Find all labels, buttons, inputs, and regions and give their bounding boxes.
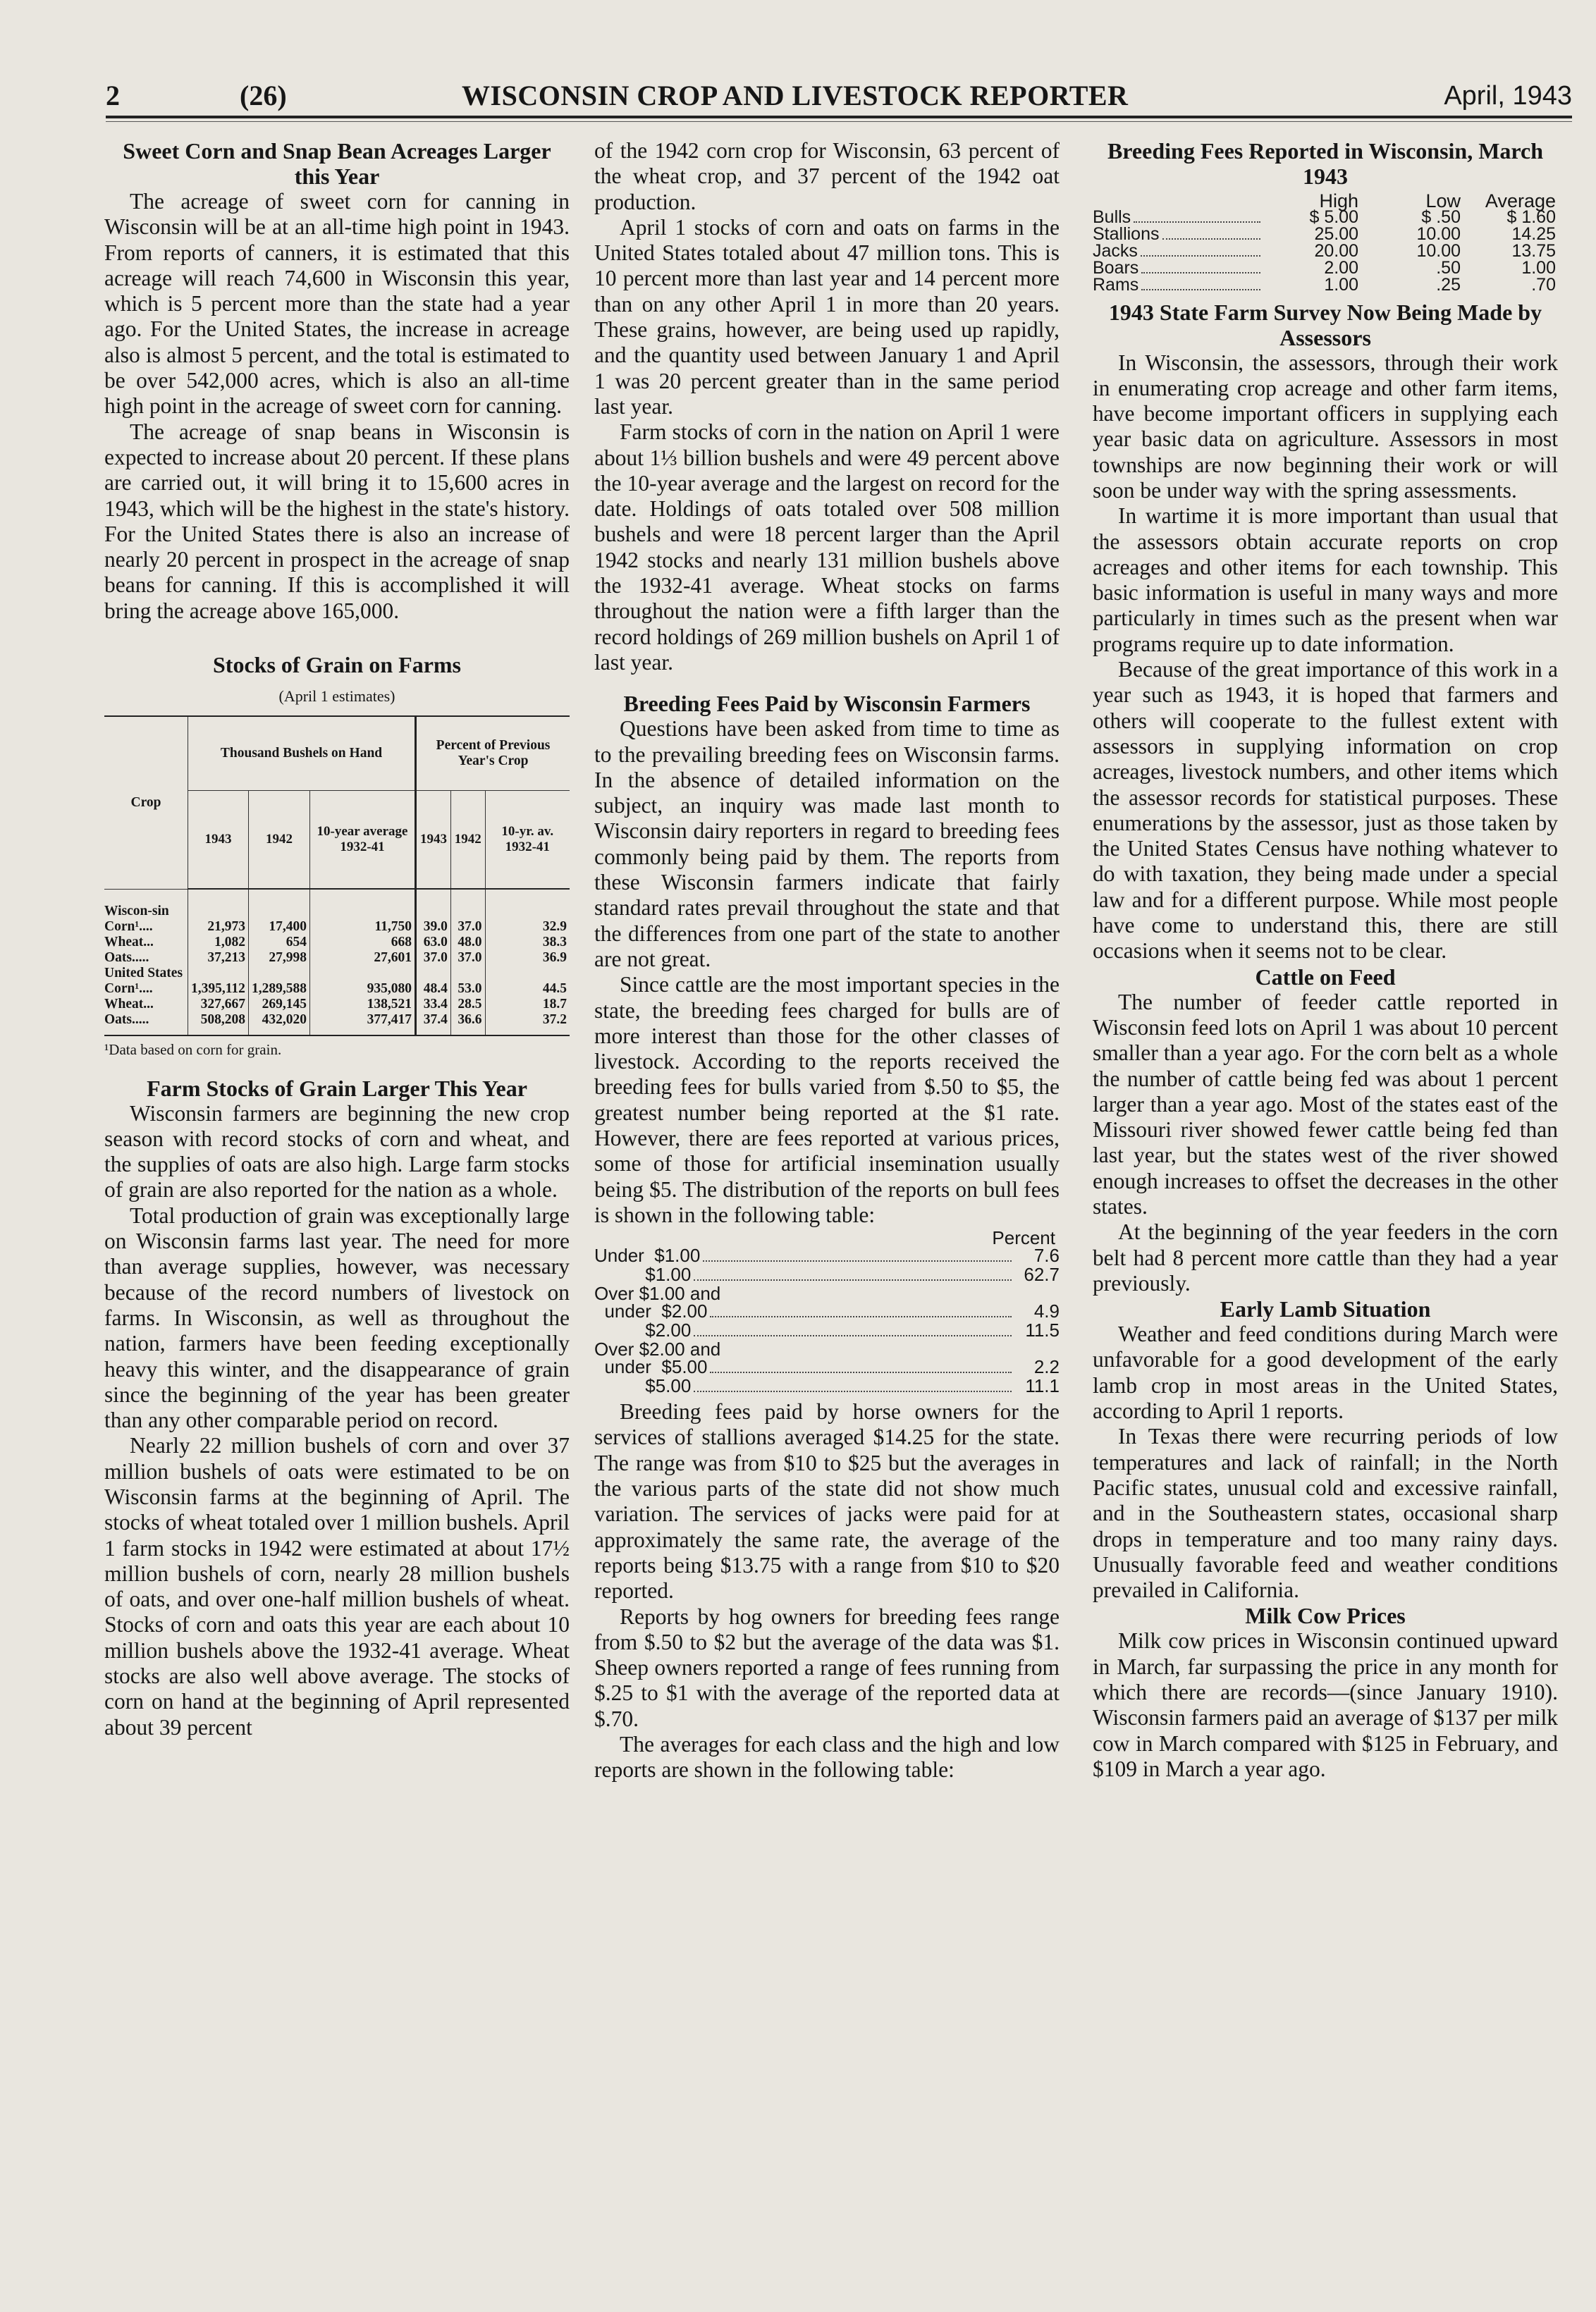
cell: 11,750: [309, 919, 415, 935]
cell: 38.3: [485, 935, 570, 950]
column-middle: [594, 138, 1060, 1783]
group-label-wisconsin: Wiscon-sin: [104, 903, 169, 918]
header-rule: [106, 116, 1572, 118]
table-row: [104, 919, 570, 935]
row-label: $2.00: [594, 1320, 692, 1341]
list-item: [594, 1377, 1060, 1396]
row-value: 2.2: [1033, 1356, 1060, 1378]
page-number: 2: [106, 80, 120, 111]
list-item: [594, 1322, 1060, 1341]
cell: $ 5.00: [1309, 207, 1358, 227]
paragraph: Farm stocks of corn in the nation on April 1 were about 1⅓ billion bushels and were 49 percent above the 10-year average and the largest on record for the date. Holdings of oats totaled over 508 million bushels and were 18 percent larger than the April 1942 stocks and nearly 131 million bushels above the 1932-41 average. Wheat stocks on farms throughout the nation were a fifth larger than the record holdings of 269 million bushels on April 1 of last year.: [594, 419, 1060, 675]
col-header-1943: 1943: [188, 791, 249, 890]
cell: 138,521: [309, 997, 415, 1012]
article-title-milk-cow-prices: Milk Cow Prices: [1245, 1603, 1406, 1629]
issue-page-number: (26): [240, 80, 287, 111]
cell: 39.0: [416, 919, 451, 935]
paragraph: In Texas there were recurring periods of low temperatures and lack of rainfall; in the North Pacific states, unusual cold and excessive rainfall, and in the Southeastern states, occasional sharp drops in temperature and too many rainy days. Unusually favorable feed and weather conditions prevailed in California.: [1093, 1424, 1558, 1603]
table-row: [104, 997, 570, 1012]
cell: 36.9: [485, 950, 570, 966]
row-label: Over $2.00 and: [594, 1339, 721, 1360]
distribution-header: Percent: [992, 1227, 1055, 1249]
publication-title: WISCONSIN CROP AND LIVESTOCK REPORTER: [462, 80, 1129, 111]
cell: 13.75: [1511, 240, 1556, 261]
paragraph: Breeding fees paid by horse owners for the services of stallions averaged $14.25 for the state. The range was from $10 to $25 but the averages in the various parts of the state did not show much variation. The services of jacks were paid for at approximately the same rate, the average of the reports being $13.75 with a range from $10 to $20 reported.: [594, 1399, 1060, 1604]
paragraph: of the 1942 corn crop for Wisconsin, 63 percent of the wheat crop, and 37 percent of the 1942 oat production.: [594, 138, 1060, 214]
paragraph: The averages for each class and the high and low reports are shown in the following table:: [594, 1732, 1060, 1783]
row-label: Wheat...: [104, 996, 154, 1011]
table-row: [1093, 223, 1558, 244]
row-label: Bulls: [1093, 207, 1131, 227]
issue-date: April, 1943: [1444, 81, 1572, 111]
page-header: [106, 79, 1572, 120]
cell: 1.00: [1521, 257, 1556, 278]
cell: 432,020: [248, 1012, 309, 1035]
row-label: Jacks: [1093, 240, 1138, 261]
cell: 33.4: [416, 997, 451, 1012]
row-label: Stallions: [1093, 223, 1160, 244]
cell: 37,213: [188, 950, 249, 966]
cell: 28.5: [450, 997, 485, 1012]
paragraph: In Wisconsin, the assessors, through their work in enumerating crop acreage and other farm items, have become important officers in supplying each year basic data on agriculture. Assessors in most townships are now beginning their work or will soon be under way with the spring assessments.: [1093, 350, 1558, 503]
article-title-farm-stocks: Farm Stocks of Grain Larger This Year: [147, 1075, 527, 1101]
article-title-early-lamb: Early Lamb Situation: [1220, 1296, 1431, 1322]
paragraph: In wartime it is more important than usual that the assessors obtain accurate reports on crop acreages and other items for each township. This basic information is useful in many ways and more particularly in times such as the present when war programs require up to date information.: [1093, 503, 1558, 656]
row-label: Corn¹....: [104, 918, 153, 934]
table-title-breeding-fees: Breeding Fees Reported in Wisconsin, March 1943: [1107, 138, 1544, 189]
table-title-stocks: Stocks of Grain on Farms: [213, 652, 461, 678]
list-item: [594, 1266, 1060, 1285]
cell: 27,601: [309, 950, 415, 966]
row-label: Boars: [1093, 257, 1139, 278]
cell: 1,082: [188, 935, 249, 950]
cell: 37.2: [485, 1012, 570, 1035]
row-value: 62.7: [1024, 1264, 1060, 1286]
row-label: Wheat...: [104, 934, 154, 949]
paragraph: Weather and feed conditions during March were unfavorable for a good development of the early lamb crop in most areas in the United States, according to April 1 reports.: [1093, 1322, 1558, 1424]
cell: 32.9: [485, 919, 570, 935]
article-title-farm-survey: 1943 State Farm Survey Now Being Made by Assessors: [1108, 299, 1542, 350]
cell: 935,080: [309, 981, 415, 997]
paragraph: Wisconsin farmers are beginning the new crop season with record stocks of corn and wheat, and the supplies of oats are also high. Large farm stocks of grain are also reported for the nation as a whole.: [104, 1100, 570, 1203]
col-header-thousand-bushels: Thousand Bushels on Hand: [188, 716, 416, 791]
row-label: under $2.00: [594, 1300, 708, 1322]
row-label: Over $1.00 and: [594, 1283, 721, 1305]
row-label: Rams: [1093, 274, 1139, 295]
cell: 48.4: [416, 981, 451, 997]
article-title-cattle-on-feed: Cattle on Feed: [1255, 964, 1396, 990]
cell: 21,973: [188, 919, 249, 935]
cell: 37.0: [450, 950, 485, 966]
cell: 2.00: [1324, 257, 1358, 278]
table-row: [104, 935, 570, 950]
cell: 27,998: [248, 950, 309, 966]
list-item: [594, 1247, 1060, 1266]
row-label: Oats.....: [104, 1012, 188, 1035]
cell: 327,667: [188, 997, 249, 1012]
col-header-low: Low: [1425, 190, 1461, 211]
breeding-fees-table: [1093, 190, 1558, 295]
cell: 1,289,588: [248, 981, 309, 997]
cell: 1.00: [1324, 274, 1358, 295]
table-row: [1093, 257, 1558, 278]
table-subtitle-stocks: (April 1 estimates): [278, 687, 395, 706]
cell: 48.0: [450, 935, 485, 950]
group-label-united-states: United States: [104, 965, 183, 980]
cell: 63.0: [416, 935, 451, 950]
col-header-high: High: [1319, 190, 1358, 211]
row-label: Oats.....: [104, 949, 149, 965]
cell: 668: [309, 935, 415, 950]
paragraph: Nearly 22 million bushels of corn and over 37 million bushels of oats were estimated to be on Wisconsin farms at the beginning of April. The stocks of wheat totaled over 1 million bushels. April 1 farm stocks in 1942 were estimated at about 17½ million bushels of corn, nearly 28 million bushels of oats, and over one-half million bushels of wheat. Stocks of corn and oats this year are each about 10 million bushels above the 1932-41 average. Wheat stocks are also well above average. The stocks of corn on hand at the beginning of April represented about 39 percent: [104, 1433, 570, 1740]
table-row: [1093, 240, 1558, 261]
bull-fee-distribution-table: [594, 1229, 1060, 1396]
paragraph: The acreage of sweet corn for canning in Wisconsin will be at an all-time high point in 1943. From reports of canners, it is estimated that this acreage will reach 74,600 in Wisconsin this year, which is 5 percent more than the state had a year ago. For the United States, the increase in acreage also is almost 5 percent, and the total is estimated to be over 542,000 acres, which is also an all-time high point in the acreage of sweet corn for canning.: [104, 189, 570, 419]
row-label: $5.00: [594, 1375, 692, 1397]
cell: 37.0: [450, 919, 485, 935]
cell: 18.7: [485, 997, 570, 1012]
table-row: [104, 1012, 570, 1035]
row-label: $1.00: [594, 1264, 692, 1286]
table-row: [104, 950, 570, 966]
cell: .50: [1436, 257, 1461, 278]
row-label: Corn¹....: [104, 980, 153, 996]
cell: 654: [248, 935, 309, 950]
list-item: [594, 1300, 1060, 1322]
cell: 25.00: [1314, 223, 1358, 244]
col-header-crop: Crop: [104, 716, 188, 889]
paragraph: Reports by hog owners for breeding fees range from $.50 to $2 but the average of the data was $1. Sheep owners reported a range of fees running from $.25 to $1 with the average of the reported data at $.70.: [594, 1604, 1060, 1731]
cell: 377,417: [309, 1012, 415, 1035]
table-footnote: ¹Data based on corn for grain.: [104, 1040, 282, 1058]
column-left: [104, 138, 570, 1740]
table-row: [104, 981, 570, 997]
paragraph: The acreage of snap beans in Wisconsin is expected to increase about 20 percent. If these plans are carried out, it will bring it to 15,600 acres in 1943, which will be the highest in the state's history. For the United States there is also an increase of nearly 20 percent in prospect in the acreage of snap beans for canning. If this is accomplished it will bring the acreage above 165,000.: [104, 419, 570, 623]
cell: 10.00: [1416, 223, 1461, 244]
cell: $ 1.60: [1506, 207, 1556, 227]
paragraph: Because of the great importance of this work in a year such as 1943, it is hoped that farmers and others will cooperate to the fullest extent with assessors in supplying information on crop acreages, livestock numbers, and other items which the assessor records for statistical purposes. These enumerations by the assessor, just as those taken by the United States Census have nothing whatever to do with taxation, they being made under a special law and for a different purpose. While most people have come to understand this, there are still occasions when it seems not to be clear.: [1093, 657, 1558, 964]
col-header-percent: Percent of Previous Year's Crop: [416, 716, 570, 791]
header-rule-thin: [106, 121, 1572, 122]
list-item: [594, 1358, 1060, 1377]
table-row: [1093, 274, 1558, 295]
row-label: under $5.00: [594, 1356, 708, 1378]
paragraph: Total production of grain was exceptionally large on Wisconsin farms last year. The need for more than average supplies, however, was necessary because of the record numbers of livestock on farms. In Wisconsin, as well as throughout the nation, farmers have been feeding exceptionally heavy this winter, and the disappearance of grain since the beginning of the year has been greater than any other comparable period on record.: [104, 1203, 570, 1433]
row-value: 11.1: [1025, 1375, 1060, 1397]
cell: $ .50: [1421, 207, 1461, 227]
column-right: [1093, 138, 1558, 1782]
cell: .25: [1436, 274, 1461, 295]
article-title-breeding-fees: Breeding Fees Paid by Wisconsin Farmers: [623, 691, 1031, 717]
cell: 269,145: [248, 997, 309, 1012]
cell: .70: [1531, 274, 1556, 295]
cell: 1,395,112: [188, 981, 249, 997]
col-header-average: Average: [1485, 190, 1556, 211]
row-value: 11.5: [1025, 1320, 1060, 1341]
table-row: [1093, 209, 1558, 226]
cell: 20.00: [1314, 240, 1358, 261]
cell: 10.00: [1416, 240, 1461, 261]
paragraph: April 1 stocks of corn and oats on farms in the United States totaled about 47 million tons. This is 10 percent more than last year and 14 percent more than on any other April 1 in more than 20 years. These grains, however, are being used up rapidly, and the quantity used between January 1 and April 1 was 20 percent greater than in the same period last year.: [594, 214, 1060, 419]
cell: 508,208: [188, 1012, 249, 1035]
col-header-pct-10yr: 10-yr. av. 1932-41: [485, 791, 570, 890]
cell: 14.25: [1511, 223, 1556, 244]
row-value: 7.6: [1033, 1245, 1060, 1267]
col-header-pct-1942: 1942: [450, 791, 485, 890]
cell: 53.0: [450, 981, 485, 997]
col-header-10yr: 10-year average 1932-41: [309, 791, 415, 890]
col-header-pct-1943: 1943: [416, 791, 451, 890]
cell: 36.6: [450, 1012, 485, 1035]
cell: 37.0: [416, 950, 451, 966]
paragraph: Milk cow prices in Wisconsin continued upward in March, far surpassing the price in any month for which there are records—(since January 1910). Wisconsin farmers paid an average of $137 per milk cow in March compared with $125 in February, and $109 in March a year ago.: [1093, 1628, 1559, 1781]
paragraph: Questions have been asked from time to time as to the prevailing breeding fees on Wisconsin farms. In the absence of detailed information on the subject, an inquiry was made last month to Wisconsin dairy reporters in regard to breeding fees commonly being paid by them. The reports from these Wisconsin farmers indicate that fairly standard rates prevail throughout the state and that the differences from one part of the state to another are not great.: [594, 716, 1060, 971]
row-label: Under $1.00: [594, 1245, 701, 1267]
cell: 17,400: [248, 919, 309, 935]
article-title-sweet-corn: Sweet Corn and Snap Bean Acreages Larger this Year: [123, 138, 551, 189]
paragraph: At the beginning of the year feeders in the corn belt had 8 percent more cattle than they had a year previously.: [1093, 1219, 1558, 1296]
paragraph: The number of feeder cattle reported in Wisconsin feed lots on April 1 was about 10 percent smaller than a year ago. For the corn belt as a whole the number of cattle being fed was about 1 percent larger than a year ago. Most of the states east of the Missouri river showed fewer cattle being fed than last year, but the states west of the river showed enough increases to offset the decreases in the other states.: [1093, 989, 1558, 1219]
row-value: 4.9: [1033, 1300, 1060, 1322]
grain-stocks-table: [104, 715, 570, 1036]
paragraph: Since cattle are the most important species in the state, the breeding fees charged for bulls are of more interest than those for the other classes of livestock. According to the reports received the breeding fees for bulls varied from $.50 to $5, the greatest number being reported at the $1 rate. However, there are fees reported at various prices, some of those for artificial insemination usually being $5. The distribution of the reports on bull fees is shown in the following table:: [594, 972, 1060, 1227]
cell: 44.5: [485, 981, 570, 997]
col-header-1942: 1942: [248, 791, 309, 890]
cell: 37.4: [416, 1012, 451, 1035]
